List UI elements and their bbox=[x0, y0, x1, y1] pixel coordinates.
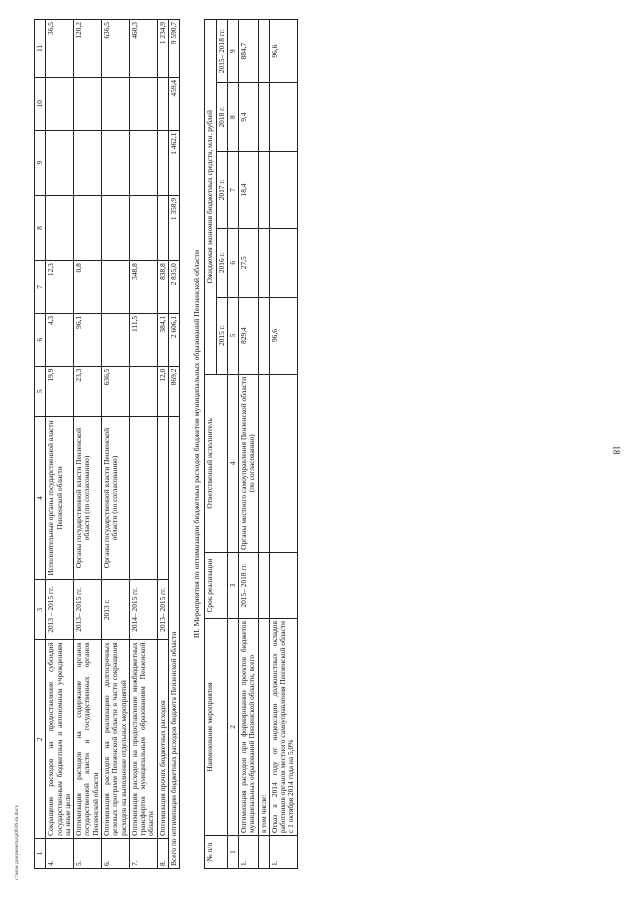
value-cell: 96,1 bbox=[74, 313, 102, 366]
responsible: Органы государственной власти Пензенской области (по согласованию) bbox=[101, 416, 129, 579]
col-number: 6 bbox=[35, 313, 46, 366]
value-cell bbox=[101, 77, 129, 130]
value-cell: 0,8 bbox=[74, 261, 102, 314]
total-value: 1 462,1 bbox=[168, 130, 179, 195]
section-heading: III. Мероприятия по оптимизации бюджетных расходов бюджетов муниципальных образований Пензенской области bbox=[192, 249, 202, 639]
period: 2013– 2015 гг. bbox=[157, 580, 168, 640]
value-cell bbox=[129, 366, 157, 416]
col-number: 8 bbox=[35, 195, 46, 260]
value-cell bbox=[101, 130, 129, 195]
value-cell: 460,3 bbox=[129, 20, 157, 78]
responsible: Органы государственной власти Пензенской области (по согласованию) bbox=[74, 416, 102, 579]
value-cell bbox=[74, 77, 102, 130]
value-cell: 19,9 bbox=[46, 366, 74, 416]
value-cell: 636,5 bbox=[101, 366, 129, 416]
value-cell: 9,4 bbox=[239, 83, 259, 152]
value-cell: 27,5 bbox=[239, 228, 259, 297]
measure-name: Сокращение расходов на предоставление субсидий государственным бюджетным и автономным учреждениям на иные цели bbox=[46, 640, 74, 838]
row-number: 8. bbox=[157, 838, 168, 868]
col-number: 4 bbox=[35, 416, 46, 579]
col-number: 7 bbox=[227, 152, 238, 229]
total-value: 2 606,1 bbox=[168, 313, 179, 366]
file-path: c:\мои документы\p0636-m.docx bbox=[14, 804, 20, 880]
value-cell: 1 234,9 bbox=[157, 20, 168, 78]
row-number: 5. bbox=[74, 838, 102, 868]
table-row bbox=[239, 20, 259, 869]
col-number: 10 bbox=[35, 77, 46, 130]
value-cell: 120,2 bbox=[74, 20, 102, 78]
total-value: 2 835,0 bbox=[168, 261, 179, 314]
value-cell: 636,5 bbox=[101, 20, 129, 78]
table-row bbox=[269, 20, 297, 869]
header-year: 2017 г. bbox=[216, 152, 227, 229]
value-cell bbox=[46, 77, 74, 130]
value-cell bbox=[269, 152, 297, 229]
header-num: № п/п bbox=[205, 836, 228, 869]
row-number: 1. bbox=[269, 836, 297, 869]
header-row bbox=[205, 20, 216, 869]
empty-cell bbox=[258, 374, 269, 553]
total-row bbox=[168, 20, 179, 869]
col-number: 7 bbox=[35, 261, 46, 314]
measure-name: Отказ в 2014 году от индексации должностных окладов работников органов местного самоуправления Пензенской области с 1 октября 2014 года на 5,0% bbox=[269, 619, 297, 836]
value-cell bbox=[269, 83, 297, 152]
value-cell: 96,6 bbox=[269, 20, 297, 83]
empty-cell bbox=[258, 553, 269, 619]
col-number: 9 bbox=[227, 20, 238, 83]
measure-name: Оптимизация расходов на реализацию долгосрочных целевых программ Пензенской области в части сокращения расходов на выполнение отдельных мероприятий bbox=[101, 640, 129, 838]
col-number: 6 bbox=[227, 228, 238, 297]
responsible: Органы местного самоуправления Пензенской области (по согласованию) bbox=[239, 374, 259, 553]
empty-cell bbox=[258, 297, 269, 374]
responsible: Исполнительные органы государственной власти Пензенской области bbox=[46, 416, 74, 579]
header-responsible: Ответственный исполнитель bbox=[205, 374, 228, 553]
value-cell bbox=[74, 130, 102, 195]
value-cell bbox=[129, 130, 157, 195]
value-cell bbox=[74, 195, 102, 260]
total-value: 9 590,7 bbox=[168, 20, 179, 78]
value-cell bbox=[269, 228, 297, 297]
responsible bbox=[269, 374, 297, 553]
value-cell: 18,4 bbox=[239, 152, 259, 229]
period bbox=[269, 553, 297, 619]
value-cell: 23,3 bbox=[74, 366, 102, 416]
value-cell bbox=[129, 195, 157, 260]
period: 2013 г. bbox=[101, 580, 129, 640]
period: 2013– 2015 гг. bbox=[74, 580, 102, 640]
value-cell: 838,8 bbox=[157, 261, 168, 314]
total-value: 459,4 bbox=[168, 77, 179, 130]
header-year: 2015 г. bbox=[216, 297, 227, 374]
rotated-content bbox=[34, 19, 298, 869]
total-value: 869,2 bbox=[168, 366, 179, 416]
col-number: 2 bbox=[227, 619, 238, 836]
value-cell bbox=[157, 195, 168, 260]
page-number: 18 bbox=[611, 445, 622, 455]
row-number: 7. bbox=[129, 838, 157, 868]
total-label: Всего по оптимизации бюджетных расходов бюджета Пензенской области bbox=[168, 416, 179, 868]
row-number: 1. bbox=[239, 836, 259, 869]
header-savings: Ожидаемая экономия бюджетных средств, млн. рублей bbox=[205, 20, 216, 375]
col-number: 4 bbox=[227, 374, 238, 553]
col-number: 3 bbox=[227, 553, 238, 619]
total-value: 1 358,9 bbox=[168, 195, 179, 260]
value-cell: 4,3 bbox=[46, 313, 74, 366]
header-name: Наименование мероприятия bbox=[205, 619, 228, 836]
optimization-table-municipal bbox=[204, 19, 298, 869]
value-cell: 884,7 bbox=[239, 20, 259, 83]
optimization-table-regional bbox=[34, 19, 180, 869]
table-row bbox=[46, 20, 74, 869]
table-row bbox=[129, 20, 157, 869]
value-cell: 348,8 bbox=[129, 261, 157, 314]
header-year: 2016 г. bbox=[216, 228, 227, 297]
value-cell bbox=[46, 130, 74, 195]
col-number: 3 bbox=[35, 580, 46, 640]
including-label: в том числе: bbox=[258, 619, 269, 836]
empty-cell bbox=[258, 83, 269, 152]
col-number: 2 bbox=[35, 640, 46, 838]
table-row bbox=[157, 20, 168, 869]
header-year: 2018 г. bbox=[216, 83, 227, 152]
table-row bbox=[74, 20, 102, 869]
empty-cell bbox=[258, 228, 269, 297]
value-cell: 96,6 bbox=[269, 297, 297, 374]
empty-cell bbox=[258, 152, 269, 229]
col-number: 1 bbox=[227, 836, 238, 869]
value-cell: 829,4 bbox=[239, 297, 259, 374]
measure-name: Оптимизация прочих бюджетных расходов bbox=[157, 640, 168, 838]
period: 2015– 2018 гг. bbox=[239, 553, 259, 619]
responsible bbox=[129, 416, 157, 579]
col-number: 5 bbox=[227, 297, 238, 374]
column-number-row bbox=[227, 20, 238, 869]
empty-cell bbox=[258, 836, 269, 869]
value-cell bbox=[157, 130, 168, 195]
value-cell bbox=[129, 77, 157, 130]
col-number: 9 bbox=[35, 130, 46, 195]
including-row bbox=[258, 20, 269, 869]
col-number: 8 bbox=[227, 83, 238, 152]
value-cell: 111,5 bbox=[129, 313, 157, 366]
value-cell bbox=[101, 195, 129, 260]
value-cell: 36,5 bbox=[46, 20, 74, 78]
value-cell bbox=[157, 77, 168, 130]
row-number: 4. bbox=[46, 838, 74, 868]
measure-name: Оптимизация расходов на предоставление межбюджетных трансфертов муниципальным образованиям Пензенской области bbox=[129, 640, 157, 838]
value-cell: 384,1 bbox=[157, 313, 168, 366]
col-number: 11 bbox=[35, 20, 46, 78]
col-number: 5 bbox=[35, 366, 46, 416]
value-cell: 12,0 bbox=[157, 366, 168, 416]
col-number: 1 bbox=[35, 838, 46, 868]
empty-cell bbox=[258, 20, 269, 83]
value-cell bbox=[46, 195, 74, 260]
column-number-row bbox=[35, 20, 46, 869]
value-cell bbox=[101, 313, 129, 366]
value-cell: 12,3 bbox=[46, 261, 74, 314]
responsible bbox=[157, 416, 168, 579]
period: 2013 – 2015 гг. bbox=[46, 580, 74, 640]
table-row bbox=[101, 20, 129, 869]
row-number: 6. bbox=[101, 838, 129, 868]
measure-name: Оптимизация расходов на содержание органов государственной власти и государственных органов Пензенской области bbox=[74, 640, 102, 838]
measure-name: Оптимизация расходов при формировании проектов бюджетов муниципальных образований Пензенской области, всего bbox=[239, 619, 259, 836]
header-year: 2015– 2018 гг. bbox=[216, 20, 227, 83]
value-cell bbox=[101, 261, 129, 314]
period: 2014– 2015 гг. bbox=[129, 580, 157, 640]
header-period: Срок реализации bbox=[205, 553, 228, 619]
